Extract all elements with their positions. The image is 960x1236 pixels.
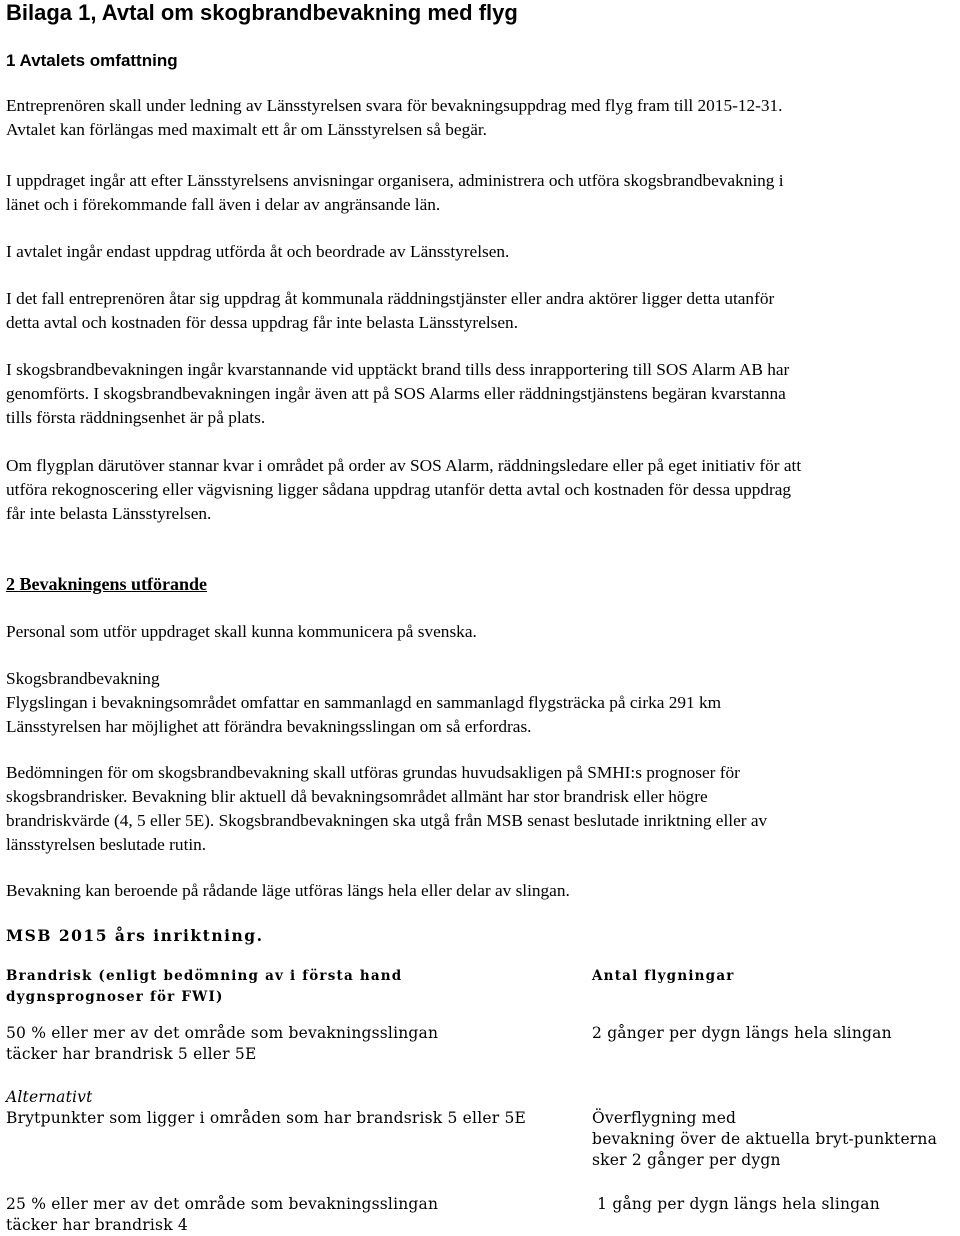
- paragraph: I avtalet ingår endast uppdrag utförda åt och beordrade av Länsstyrelsen.: [6, 242, 510, 261]
- alternativt-label: Alternativt: [6, 1088, 93, 1106]
- section-1-heading: 1 Avtalets omfattning: [6, 51, 178, 70]
- table-row-left: Brytpunkter som ligger i områden som har brandsrisk 5 eller 5E: [6, 1109, 527, 1127]
- paragraph: I uppdraget ingår att efter Länsstyrelsens anvisningar organisera, administrera och utföra skogsbrandbevakning i länet och i förekommande fall även i delar av angränsande län.: [6, 171, 784, 214]
- table-row-right: 2 gånger per dygn längs hela slingan: [592, 1024, 892, 1042]
- paragraph: I det fall entreprenören åtar sig uppdrag åt kommunala räddningstjänster eller andra aktörer ligger detta utanför detta avtal och kostnaden för dessa uppdrag får inte belasta Länsstyrelsen.: [6, 289, 775, 332]
- paragraph: Entreprenören skall under ledning av Länsstyrelsen svara för bevakningsuppdrag med flyg fram till 2015-12-31. Avtalet kan förlängas med maximalt ett år om Länsstyrelsen så begär.: [6, 96, 783, 139]
- table-header-brandrisk: Brandrisk (enligt bedömning av i första hand dygnsprognoser för FWI): [6, 968, 403, 1005]
- table-row-right: Överflygning med bevakning över de aktuella bryt-punkterna sker 2 gånger per dygn: [592, 1109, 938, 1169]
- table-row-left: 25 % eller mer av det område som bevakningsslingan täcker har brandrisk 4: [6, 1195, 439, 1234]
- msb-heading: MSB 2015 års inriktning.: [6, 926, 264, 945]
- table-header-antal-flygningar: Antal flygningar: [592, 968, 735, 984]
- paragraph: Personal som utför uppdraget skall kunna kommunicera på svenska.: [6, 622, 477, 641]
- paragraph: Skogsbrandbevakning Flygslingan i bevakningsområdet omfattar en sammanlagd en sammanlagd flygsträcka på cirka 291 km Länsstyrelsen har möjlighet att förändra bevakningsslingan om så erfordras.: [6, 669, 722, 736]
- paragraph: Om flygplan därutöver stannar kvar i området på order av SOS Alarm, räddningsledare eller på eget initiativ för att utföra rekognoscering eller vägvisning ligger sådana uppdrag utanför detta avtal och kostnaden för dessa uppdrag får inte belasta Länsstyrelsen.: [6, 456, 802, 523]
- paragraph: Bedömningen för om skogsbrandbevakning skall utföras grundas huvudsakligen på SMHI:s prognoser för skogsbrandrisker. Bevakning blir aktuell då bevakningsområdet allmänt har stor brandrisk eller högre brandriskvärde (4, 5 eller 5E). Skogsbrandbevakningen ska utgå från MSB senast beslutade inriktning eller av länsstyrelsen beslutade rutin.: [6, 763, 768, 854]
- table-row-left: 50 % eller mer av det område som bevakningsslingan täcker har brandrisk 5 eller 5E: [6, 1024, 439, 1063]
- paragraph: I skogsbrandbevakningen ingår kvarstannande vid upptäckt brand tills dess inrapportering till SOS Alarm AB har genomförts. I skogsbrandbevakningen ingår även att på SOS Alarms eller räddningstjänstens begäran kvarstanna tills första räddningsenhet är på plats.: [6, 360, 790, 427]
- document-title: Bilaga 1, Avtal om skogbrandbevakning med flyg: [6, 0, 518, 25]
- table-row-right: 1 gång per dygn längs hela slingan: [592, 1195, 880, 1213]
- paragraph: Bevakning kan beroende på rådande läge utföras längs hela eller delar av slingan.: [6, 881, 570, 900]
- section-2-heading: 2 Bevakningens utförande: [6, 574, 208, 594]
